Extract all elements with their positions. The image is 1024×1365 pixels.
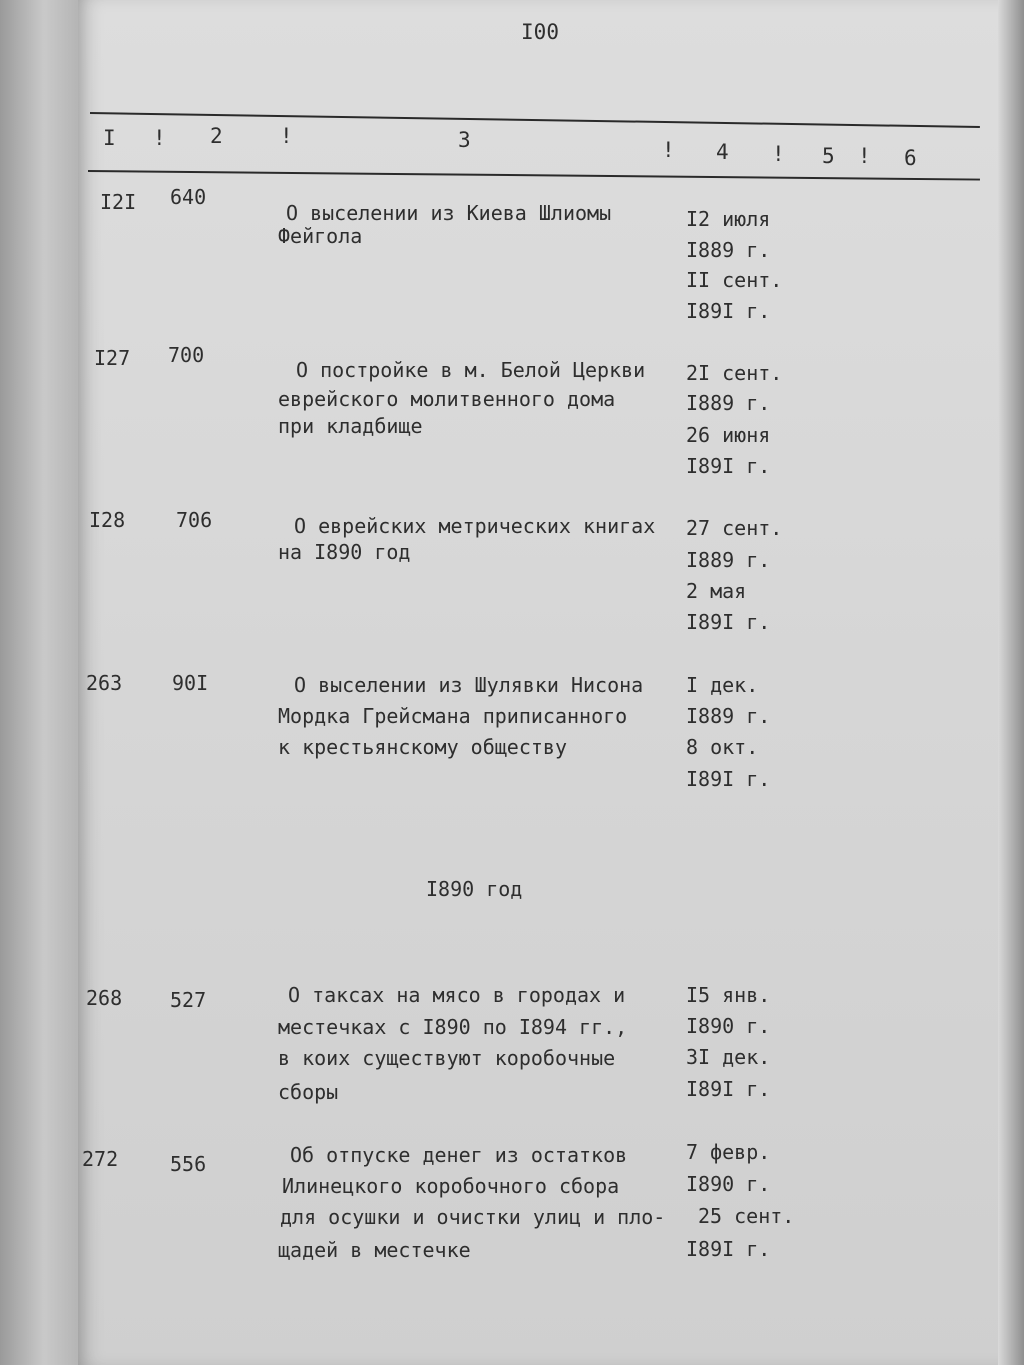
entry-title-line: при кладбище bbox=[278, 414, 423, 438]
date-line: I2 июля bbox=[686, 207, 771, 231]
entry-title-line: к крестьянскому обществу bbox=[278, 735, 567, 759]
date-line: I89I г. bbox=[686, 1077, 771, 1101]
date-line: 8 окт. bbox=[686, 735, 759, 759]
entry-number: I28 bbox=[89, 508, 126, 532]
document-page bbox=[78, 0, 1002, 1365]
header-sep-1: ! bbox=[153, 126, 167, 150]
header-sep-4: ! bbox=[772, 142, 786, 166]
date-line: I89I г. bbox=[686, 767, 771, 791]
entry-title-line: Илинецкого коробочного сбора bbox=[282, 1174, 620, 1198]
book-spine bbox=[0, 0, 80, 1365]
date-line: I889 г. bbox=[686, 548, 771, 572]
entry-title-line: сборы bbox=[278, 1080, 339, 1104]
entry-title-line: для осушки и очистки улиц и пло- bbox=[280, 1205, 666, 1229]
header-bottom-rule bbox=[88, 170, 980, 181]
date-line: I889 г. bbox=[686, 391, 771, 415]
header-col-5: 5 bbox=[822, 144, 836, 168]
entry-title-line: О выселении из Киева Шлиомы bbox=[286, 201, 612, 225]
entry-number: I2I bbox=[100, 190, 137, 214]
section-heading: I890 год bbox=[426, 877, 523, 901]
date-line: I890 г. bbox=[686, 1172, 771, 1196]
header-col-4: 4 bbox=[716, 140, 730, 164]
date-line: I889 г. bbox=[686, 704, 771, 728]
date-line: I5 янв. bbox=[686, 983, 771, 1007]
date-line: I89I г. bbox=[686, 454, 771, 478]
entry-number: 272 bbox=[82, 1147, 119, 1171]
date-line: 27 сент. bbox=[686, 516, 783, 540]
entry-title-line: еврейского молитвенного дома bbox=[278, 387, 616, 411]
entry-number: 263 bbox=[86, 671, 123, 695]
entry-title-line: местечках с I890 по I894 гг., bbox=[278, 1015, 628, 1039]
entry-number: 268 bbox=[86, 986, 123, 1010]
date-line: 2 мая bbox=[686, 579, 747, 603]
date-line: I дек. bbox=[686, 673, 759, 697]
document-number: 700 bbox=[168, 343, 205, 367]
header-sep-3: ! bbox=[662, 138, 676, 162]
entry-title-line: О выселении из Шулявки Нисона bbox=[294, 673, 644, 697]
header-col-3: 3 bbox=[458, 128, 472, 152]
date-line: I89I г. bbox=[686, 299, 771, 323]
date-line: 26 июня bbox=[686, 423, 771, 447]
document-number: 556 bbox=[170, 1152, 207, 1176]
header-col-2: 2 bbox=[210, 124, 224, 148]
entry-title-line: щадей в местечке bbox=[278, 1238, 471, 1262]
date-line: 2I сент. bbox=[686, 361, 783, 385]
entry-title-line: Мордка Грейсмана приписанного bbox=[278, 704, 628, 728]
date-line: II сент. bbox=[686, 268, 783, 292]
document-number: 90I bbox=[172, 671, 209, 695]
page-number: I00 bbox=[521, 20, 559, 44]
date-line: I889 г. bbox=[686, 238, 771, 262]
date-line: I89I г. bbox=[686, 1237, 771, 1261]
entry-title-line: О еврейских метрических книгах bbox=[294, 514, 656, 538]
entry-number: I27 bbox=[94, 346, 131, 370]
document-number: 706 bbox=[176, 508, 213, 532]
page-edge bbox=[998, 0, 1024, 1365]
entry-title-line: на I890 год bbox=[278, 540, 411, 564]
document-number: 640 bbox=[170, 185, 207, 209]
entry-title-line: О таксах на мясо в городах и bbox=[288, 983, 626, 1007]
header-col-1: I bbox=[103, 126, 117, 150]
document-number: 527 bbox=[170, 988, 207, 1012]
date-line: 7 февр. bbox=[686, 1140, 771, 1164]
entry-title-line: О постройке в м. Белой Церкви bbox=[296, 358, 646, 382]
header-sep-5: ! bbox=[858, 144, 872, 168]
header-col-6: 6 bbox=[904, 146, 918, 170]
entry-title-line: в коих существуют коробочные bbox=[278, 1046, 616, 1070]
entry-title-line: Фейгола bbox=[278, 224, 363, 248]
date-line: 3I дек. bbox=[686, 1045, 771, 1069]
date-line: I890 г. bbox=[686, 1014, 771, 1038]
date-line: I89I г. bbox=[686, 610, 771, 634]
entry-title-line: Об отпуске денег из остатков bbox=[290, 1143, 628, 1167]
date-line: 25 сент. bbox=[698, 1204, 795, 1228]
header-sep-2: ! bbox=[280, 124, 294, 148]
